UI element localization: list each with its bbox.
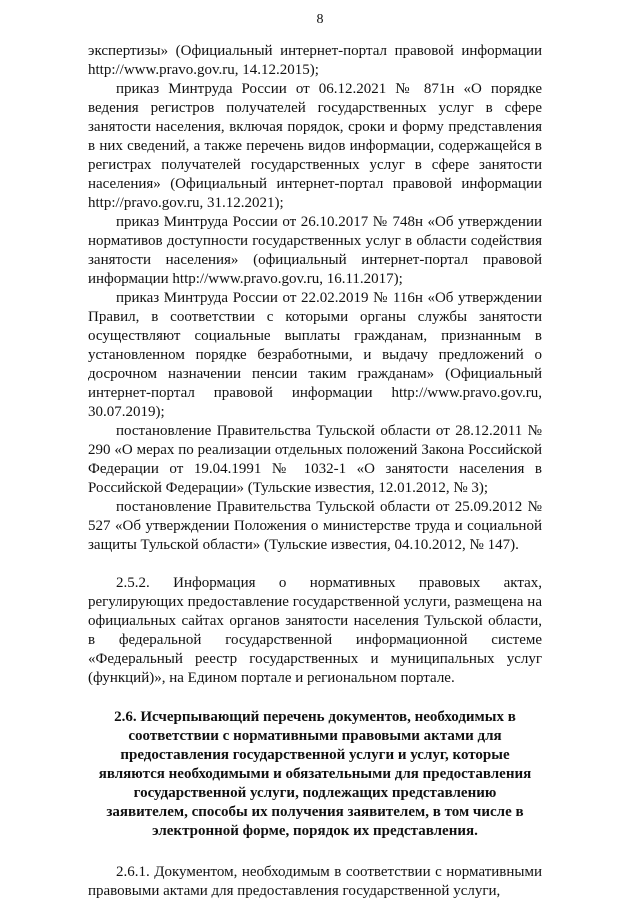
paragraph-resolution-290: постановление Правительства Тульской области от 28.12.2011 № 290 «О мерах по реализации отдельных положений Закона Российской Федерации от 19.04.1991 № 1032-1 «О занятости населения в Российской Федерации» (Тульские известия, 12.01.2012, № 3); [88, 423, 542, 496]
paragraph-order-748n: приказ Минтруда России от 26.10.2017 № 748н «Об утверждении нормативов доступности государственных услуг в области содействия занятости населения» (официальный интернет-портал правовой информации http://www.pravo.gov.ru, 16.11.2017); [88, 214, 542, 287]
paragraph-2-5-2: 2.5.2. Информация о нормативных правовых актах, регулирующих предоставление государственной услуги, размещена на официальных сайтах органов занятости населения Тульской области, в федеральной государственной информационной системе «Федеральный реестр государственных и муниципальных услуг (функций)», на Едином портале и региональном портале. [88, 575, 542, 686]
page-number: 8 [316, 12, 324, 27]
paragraph-2-6-1: 2.6.1. Документом, необходимым в соответствии с нормативными правовыми актами для предоставления государственной услуги, [88, 864, 542, 899]
paragraph-order-116n: приказ Минтруда России от 22.02.2019 № 116н «Об утверждении Правил, в соответствии с которыми органы службы занятости осуществляют социальные выплаты гражданам, признанным в установленном порядке безработными, и выдачу предложений о досрочном назначении пенсии таким гражданам» (Официальный интернет-портал правовой информации http://www.pravo.gov.ru, 30.07.2019); [88, 290, 542, 420]
paragraph-continuation: экспертизы» (Официальный интернет-портал правовой информации http://www.pravo.gov.ru, 14.12.2015); [88, 43, 542, 78]
document-body [88, 42, 542, 901]
paragraph-resolution-527: постановление Правительства Тульской области от 25.09.2012 № 527 «Об утверждении Положения о министерстве труда и социальной защиты Тульской области» (Тульские известия, 04.10.2012, № 147). [88, 499, 542, 553]
paragraph-order-871n: приказ Минтруда России от 06.12.2021 № 871н «О порядке ведения регистров получателей государственных услуг в сфере занятости населения, включая порядок, сроки и форму представления в них сведений, а также перечень видов информации, содержащейся в регистрах получателей государственных услуг в сфере занятости населения» (Официальный интернет-портал правовой информации http://pravo.gov.ru, 31.12.2021); [88, 81, 542, 211]
section-heading-2-6: 2.6. Исчерпывающий перечень документов, необходимых в соответствии с нормативными правовыми актами для предоставления государственной услуги и услуг, которые являются необходимыми и обязательными для предоставления государственной услуги, подлежащих представлению заявителем, способы их получения заявителем, в том числе в электронной форме, порядок их представления. [98, 709, 532, 839]
